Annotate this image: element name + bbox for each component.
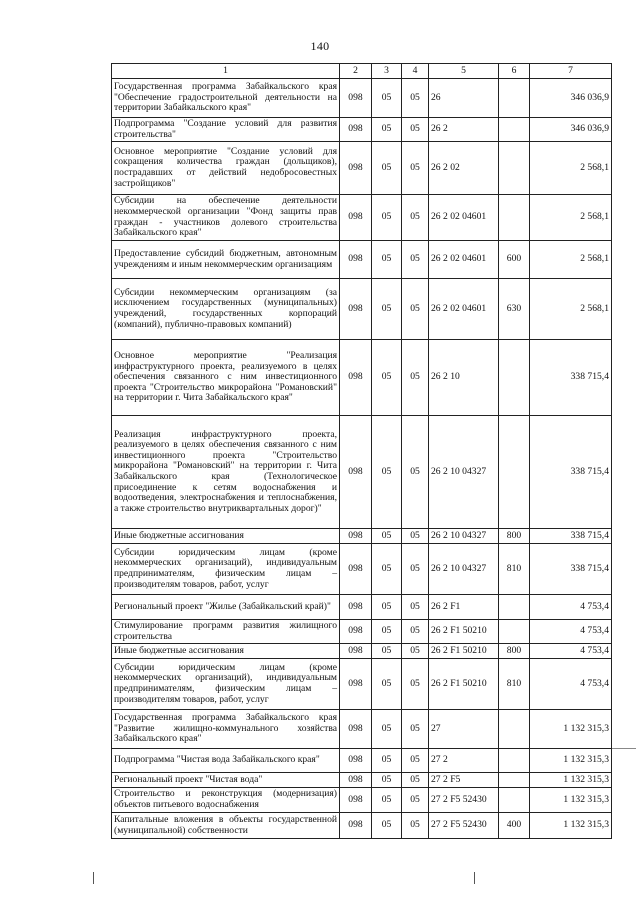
cell-name: Субсидии юридическим лицам (кроме некоммерческих организаций), индивидуальным предпринимателям, физическим лицам – производителям товаров, работ, услуг bbox=[112, 544, 340, 595]
cell-grbs: 098 bbox=[340, 241, 372, 279]
cell-expense-type bbox=[499, 416, 530, 529]
cell-grbs: 098 bbox=[340, 659, 372, 710]
cell-expense-type: 630 bbox=[499, 279, 530, 340]
cell-amount: 4 753,4 bbox=[530, 644, 612, 659]
cell-amount: 338 715,4 bbox=[530, 416, 612, 529]
cell-section: 05 bbox=[372, 195, 402, 241]
cell-subsection: 05 bbox=[402, 644, 429, 659]
cell-target-article: 26 bbox=[429, 79, 499, 118]
cell-name: Предоставление субсидий бюджетным, автономным учреждениям и иным некоммерческим организациям bbox=[112, 241, 340, 279]
cell-subsection: 05 bbox=[402, 118, 429, 142]
cell-subsection: 05 bbox=[402, 749, 429, 773]
cell-target-article: 26 2 F1 50210 bbox=[429, 659, 499, 710]
cell-section: 05 bbox=[372, 773, 402, 788]
cell-subsection: 05 bbox=[402, 529, 429, 544]
cell-expense-type bbox=[499, 195, 530, 241]
cell-grbs: 098 bbox=[340, 788, 372, 813]
cell-grbs: 098 bbox=[340, 279, 372, 340]
cell-grbs: 098 bbox=[340, 710, 372, 749]
cell-expense-type: 810 bbox=[499, 544, 530, 595]
cell-section: 05 bbox=[372, 529, 402, 544]
cell-section: 05 bbox=[372, 710, 402, 749]
cell-subsection: 05 bbox=[402, 813, 429, 839]
cell-subsection: 05 bbox=[402, 620, 429, 644]
cell-grbs: 098 bbox=[340, 142, 372, 195]
table-row bbox=[112, 79, 612, 118]
table-row bbox=[112, 595, 612, 620]
cell-expense-type bbox=[499, 118, 530, 142]
table-row bbox=[112, 279, 612, 340]
cell-section: 05 bbox=[372, 595, 402, 620]
cell-section: 05 bbox=[372, 79, 402, 118]
table-row bbox=[112, 659, 612, 710]
cell-expense-type bbox=[499, 79, 530, 118]
cell-expense-type bbox=[499, 749, 530, 773]
table-row bbox=[112, 773, 612, 788]
table-row bbox=[112, 788, 612, 813]
cell-name: Основное мероприятие "Реализация инфраструктурного проекта, реализуемого в целях обеспечения связанного с ним инвестиционного проекта "Строительство микрорайона "Романовский" на территории г. Чита Забайкальского края" bbox=[112, 340, 340, 416]
cell-grbs: 098 bbox=[340, 340, 372, 416]
cell-target-article: 27 2 bbox=[429, 749, 499, 773]
cell-subsection: 05 bbox=[402, 241, 429, 279]
cell-grbs: 098 bbox=[340, 620, 372, 644]
cell-expense-type bbox=[499, 340, 530, 416]
cell-name: Региональный проект "Жилье (Забайкальский край)" bbox=[112, 595, 340, 620]
table-row bbox=[112, 118, 612, 142]
cell-section: 05 bbox=[372, 788, 402, 813]
column-header: 5 bbox=[429, 64, 499, 79]
cell-amount: 338 715,4 bbox=[530, 340, 612, 416]
scan-mark bbox=[474, 872, 475, 884]
cell-target-article: 27 2 F5 52430 bbox=[429, 813, 499, 839]
cell-name: Реализация инфраструктурного проекта, реализуемого в целях обеспечения связанного с ним инвестиционного проекта "Строительство микрорайона "Романовский" на территории г. Чита Забайкальского края (Технологическое присоединение к сетям водоснабжения и водоотведения, электроснабжения и теплоснабжения, а также строительство внутриквартальных дорог)" bbox=[112, 416, 340, 529]
cell-name: Иные бюджетные ассигнования bbox=[112, 644, 340, 659]
cell-target-article: 26 2 02 bbox=[429, 142, 499, 195]
cell-section: 05 bbox=[372, 279, 402, 340]
cell-subsection: 05 bbox=[402, 659, 429, 710]
table-row bbox=[112, 710, 612, 749]
cell-grbs: 098 bbox=[340, 529, 372, 544]
cell-name: Региональный проект "Чистая вода" bbox=[112, 773, 340, 788]
cell-name: Подпрограмма "Чистая вода Забайкальского края" bbox=[112, 749, 340, 773]
cell-name: Государственная программа Забайкальского края "Обеспечение градостроительной деятельности на территории Забайкальского края" bbox=[112, 79, 340, 118]
cell-expense-type bbox=[499, 710, 530, 749]
cell-subsection: 05 bbox=[402, 544, 429, 595]
budget-table bbox=[111, 63, 612, 839]
cell-amount: 1 132 315,3 bbox=[530, 749, 612, 773]
column-header: 6 bbox=[499, 64, 530, 79]
cell-subsection: 05 bbox=[402, 195, 429, 241]
cell-section: 05 bbox=[372, 241, 402, 279]
cell-expense-type bbox=[499, 788, 530, 813]
cell-subsection: 05 bbox=[402, 595, 429, 620]
cell-amount: 346 036,9 bbox=[530, 118, 612, 142]
cell-expense-type: 800 bbox=[499, 529, 530, 544]
cell-section: 05 bbox=[372, 659, 402, 710]
cell-name: Капитальные вложения в объекты государственной (муниципальной) собственности bbox=[112, 813, 340, 839]
cell-subsection: 05 bbox=[402, 710, 429, 749]
column-header: 4 bbox=[402, 64, 429, 79]
cell-name: Подпрограмма "Создание условий для развития строительства" bbox=[112, 118, 340, 142]
scan-mark bbox=[612, 748, 636, 749]
cell-amount: 4 753,4 bbox=[530, 659, 612, 710]
cell-expense-type: 600 bbox=[499, 241, 530, 279]
column-header-row bbox=[112, 64, 612, 79]
cell-amount: 2 568,1 bbox=[530, 279, 612, 340]
cell-section: 05 bbox=[372, 416, 402, 529]
cell-grbs: 098 bbox=[340, 644, 372, 659]
cell-section: 05 bbox=[372, 142, 402, 195]
cell-grbs: 098 bbox=[340, 813, 372, 839]
cell-amount: 1 132 315,3 bbox=[530, 813, 612, 839]
cell-subsection: 05 bbox=[402, 142, 429, 195]
cell-target-article: 27 2 F5 bbox=[429, 773, 499, 788]
table-row bbox=[112, 416, 612, 529]
cell-subsection: 05 bbox=[402, 79, 429, 118]
cell-target-article: 26 2 10 04327 bbox=[429, 416, 499, 529]
cell-target-article: 26 2 F1 50210 bbox=[429, 644, 499, 659]
cell-expense-type bbox=[499, 773, 530, 788]
cell-target-article: 26 2 10 bbox=[429, 340, 499, 416]
table-row bbox=[112, 644, 612, 659]
cell-name: Иные бюджетные ассигнования bbox=[112, 529, 340, 544]
cell-grbs: 098 bbox=[340, 118, 372, 142]
cell-target-article: 26 2 02 04601 bbox=[429, 195, 499, 241]
cell-target-article: 26 2 10 04327 bbox=[429, 529, 499, 544]
cell-subsection: 05 bbox=[402, 773, 429, 788]
cell-expense-type bbox=[499, 142, 530, 195]
cell-name: Государственная программа Забайкальского края "Развитие жилищно-коммунального хозяйства Забайкальского края" bbox=[112, 710, 340, 749]
cell-target-article: 26 2 02 04601 bbox=[429, 279, 499, 340]
cell-subsection: 05 bbox=[402, 416, 429, 529]
table-row bbox=[112, 813, 612, 839]
cell-grbs: 098 bbox=[340, 416, 372, 529]
column-header: 3 bbox=[372, 64, 402, 79]
cell-section: 05 bbox=[372, 813, 402, 839]
cell-subsection: 05 bbox=[402, 340, 429, 416]
cell-grbs: 098 bbox=[340, 195, 372, 241]
column-header: 1 bbox=[112, 64, 340, 79]
page-number: 140 bbox=[310, 39, 330, 53]
table-row bbox=[112, 544, 612, 595]
cell-target-article: 26 2 bbox=[429, 118, 499, 142]
cell-amount: 4 753,4 bbox=[530, 620, 612, 644]
cell-grbs: 098 bbox=[340, 79, 372, 118]
column-header: 2 bbox=[340, 64, 372, 79]
cell-target-article: 26 2 F1 50210 bbox=[429, 620, 499, 644]
cell-expense-type: 800 bbox=[499, 644, 530, 659]
cell-section: 05 bbox=[372, 620, 402, 644]
cell-amount: 346 036,9 bbox=[530, 79, 612, 118]
scan-mark bbox=[93, 872, 94, 884]
cell-subsection: 05 bbox=[402, 279, 429, 340]
cell-amount: 338 715,4 bbox=[530, 544, 612, 595]
cell-grbs: 098 bbox=[340, 773, 372, 788]
cell-expense-type: 400 bbox=[499, 813, 530, 839]
cell-section: 05 bbox=[372, 340, 402, 416]
cell-target-article: 26 2 02 04601 bbox=[429, 241, 499, 279]
column-header: 7 bbox=[530, 64, 612, 79]
cell-target-article: 27 2 F5 52430 bbox=[429, 788, 499, 813]
table-row bbox=[112, 340, 612, 416]
cell-name: Субсидии некоммерческим организациям (за исключением государственных (муниципальных) учреждений, государственных корпораций (компаний), публично-правовых компаний) bbox=[112, 279, 340, 340]
table-row bbox=[112, 241, 612, 279]
cell-section: 05 bbox=[372, 544, 402, 595]
cell-amount: 1 132 315,3 bbox=[530, 773, 612, 788]
table-row bbox=[112, 749, 612, 773]
cell-amount: 1 132 315,3 bbox=[530, 710, 612, 749]
table-row bbox=[112, 529, 612, 544]
cell-grbs: 098 bbox=[340, 544, 372, 595]
cell-section: 05 bbox=[372, 118, 402, 142]
cell-amount: 338 715,4 bbox=[530, 529, 612, 544]
cell-expense-type: 810 bbox=[499, 659, 530, 710]
cell-name: Стимулирование программ развития жилищного строительства bbox=[112, 620, 340, 644]
cell-section: 05 bbox=[372, 644, 402, 659]
cell-amount: 1 132 315,3 bbox=[530, 788, 612, 813]
cell-name: Строительство и реконструкция (модернизация) объектов питьевого водоснабжения bbox=[112, 788, 340, 813]
cell-grbs: 098 bbox=[340, 595, 372, 620]
cell-section: 05 bbox=[372, 749, 402, 773]
table-row bbox=[112, 142, 612, 195]
cell-name: Основное мероприятие "Создание условий для сокращения количества граждан (дольщиков), пострадавших от действий недобросовестных застройщиков" bbox=[112, 142, 340, 195]
cell-target-article: 26 2 10 04327 bbox=[429, 544, 499, 595]
cell-amount: 2 568,1 bbox=[530, 241, 612, 279]
cell-expense-type bbox=[499, 595, 530, 620]
table-row bbox=[112, 620, 612, 644]
cell-name: Субсидии юридическим лицам (кроме некоммерческих организаций), индивидуальным предпринимателям, физическим лицам – производителям товаров, работ, услуг bbox=[112, 659, 340, 710]
cell-subsection: 05 bbox=[402, 788, 429, 813]
cell-amount: 2 568,1 bbox=[530, 142, 612, 195]
cell-target-article: 26 2 F1 bbox=[429, 595, 499, 620]
cell-amount: 4 753,4 bbox=[530, 595, 612, 620]
cell-expense-type bbox=[499, 620, 530, 644]
cell-target-article: 27 bbox=[429, 710, 499, 749]
table-row bbox=[112, 195, 612, 241]
cell-amount: 2 568,1 bbox=[530, 195, 612, 241]
cell-grbs: 098 bbox=[340, 749, 372, 773]
cell-name: Субсидии на обеспечение деятельности некоммерческой организации "Фонд защиты прав граждан - участников долевого строительства Забайкальского края" bbox=[112, 195, 340, 241]
